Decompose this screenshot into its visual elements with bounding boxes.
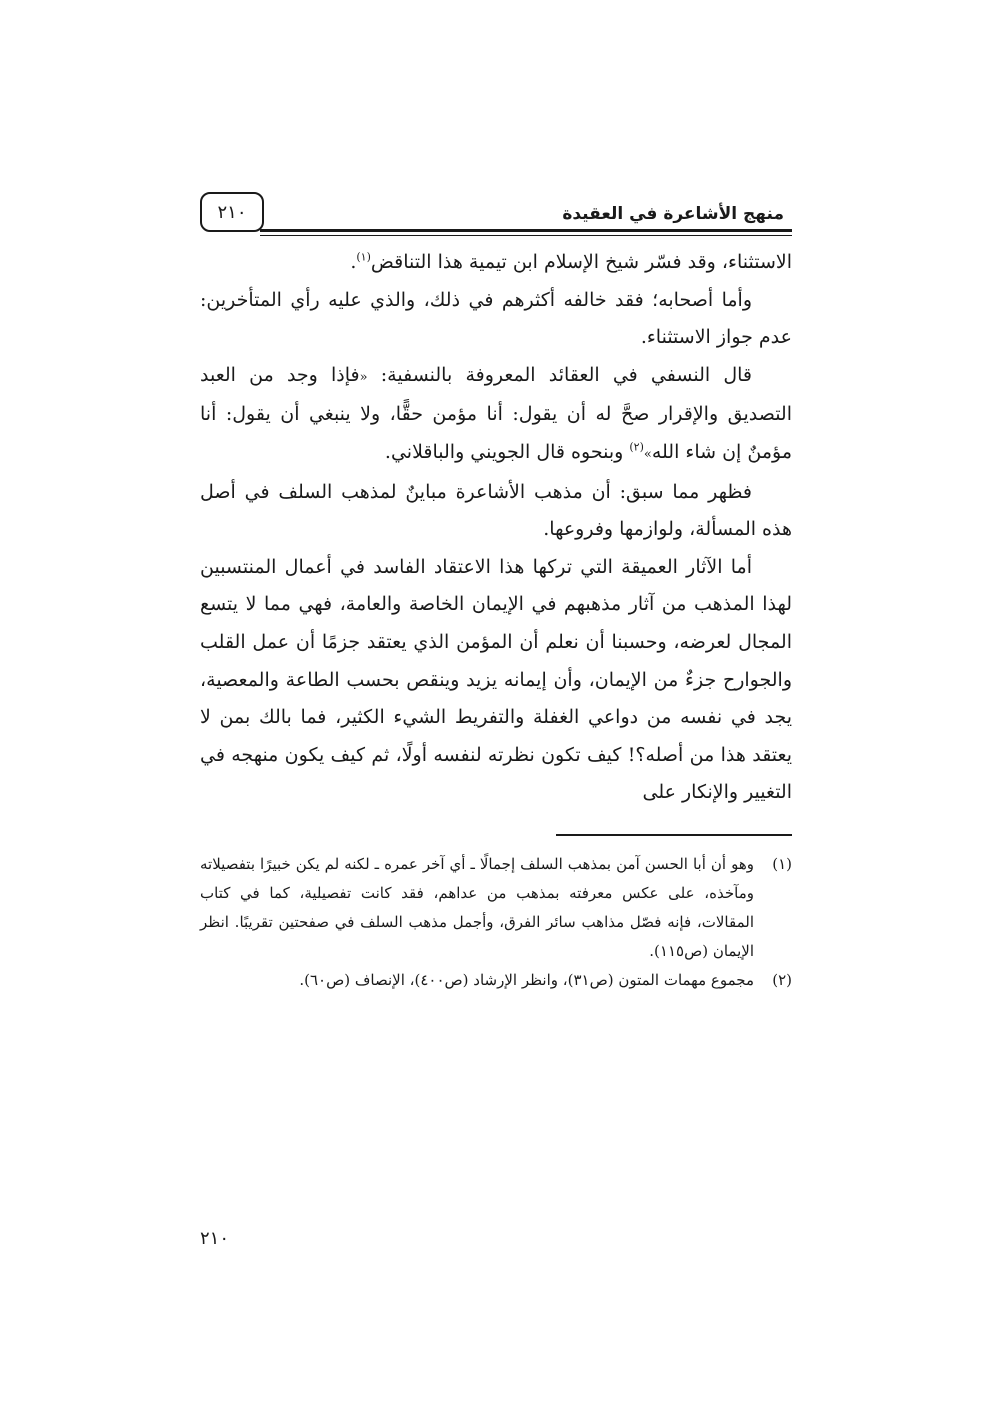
- quote-open-mark: «: [359, 369, 368, 385]
- paragraph-3: [200, 357, 792, 474]
- footnote-ref-1: (١): [356, 250, 371, 264]
- quote-close-mark: »: [643, 446, 652, 462]
- footnote-2-text: مجموع مهمات المتون (ص٣١)، وانظر الإرشاد (ص٤٠٠)، الإنصاف (ص٦٠).: [299, 970, 754, 989]
- paragraph-4: فظهر مما سبق: أن مذهب الأشاعرة مباينٌ لمذهب السلف في أصل هذه المسألة، ولوازمها وفروعها.: [200, 480, 792, 541]
- running-title: منهج الأشاعرة في العقيدة: [562, 204, 784, 224]
- running-header: [200, 190, 792, 240]
- footnote-1: [200, 850, 792, 966]
- main-text: [200, 244, 792, 812]
- paragraph-1-period: .: [350, 251, 357, 273]
- paragraph-5: أما الآثار العميقة التي تركها هذا الاعتقاد الفاسد في أعمال المنتسبين لهذا المذهب من آثار مذهبهم في الإيمان الخاصة والعامة، فهي مما لا يتسع المجال لعرضه، وحسبنا أن نعلم أن المؤمن الذي يعتقد جزمًا أن عمل القلب والجوارح جزءٌ من الإيمان، وأن إيمانه يزيد وينقص بحسب الطاعة والمعصية، يجد في نفسه من دواعي الغفلة والتفريط الشيء الكثير، فما بالك بمن لا يعتقد هذا من أصله؟! كيف تكون نظرته لنفسه أولًا، ثم كيف يكون منهجه في التغيير والإنكار على: [200, 555, 792, 804]
- footnote-1-text: وهو أن أبا الحسن آمن بمذهب السلف إجمالًا ـ أي آخر عمره ـ لكنه لم يكن خبيرًا بتفصيلاته ومآخذه، على عكس معرفته بمذهب من عداهم، فقد كانت تفصيلية، كما في كتاب المقالات، فإنه فصّل مذاهب سائر الفرق، وأجمل مذهب السلف في صفحتين تقريبًا. انظر الإيمان (ص١١٥).: [200, 854, 754, 960]
- paragraph-2: وأما أصحابه؛ فقد خالفه أكثرهم في ذلك، والذي عليه رأي المتأخرين: عدم جواز الاستثناء.: [200, 288, 792, 349]
- header-rule-thick: [260, 229, 792, 232]
- footnote-2-number: (٢): [772, 970, 792, 989]
- footnote-2: [200, 966, 792, 995]
- quote-intro: قال النسفي في العقائد المعروفة بالنسفية:: [380, 363, 752, 386]
- header-page-number: ٢١٠: [217, 201, 247, 223]
- page-number-box: [200, 192, 264, 232]
- paragraph-1-text: الاستثناء، وقد فسّر شيخ الإسلام ابن تيمية هذا التناقض: [370, 251, 792, 273]
- footnotes: [200, 850, 792, 995]
- book-page: [200, 190, 792, 995]
- footnote-separator: [556, 834, 792, 836]
- header-rule-thin: [260, 235, 792, 236]
- paragraph-1: [200, 244, 792, 282]
- footer-page-number: ٢١٠: [200, 1228, 230, 1249]
- footnote-ref-2: (٢): [629, 440, 644, 454]
- nasafi-quote: فإذا وجد من العبد التصديق والإقرار صحَّ له أن يقول: أنا مؤمن حقًّا، ولا ينبغي أن يقول: أنا مؤمنٌ إن شاء الله: [200, 363, 792, 463]
- quote-followup: وبنحوه قال الجويني والباقلاني.: [384, 440, 624, 463]
- footnote-1-number: (١): [772, 854, 792, 873]
